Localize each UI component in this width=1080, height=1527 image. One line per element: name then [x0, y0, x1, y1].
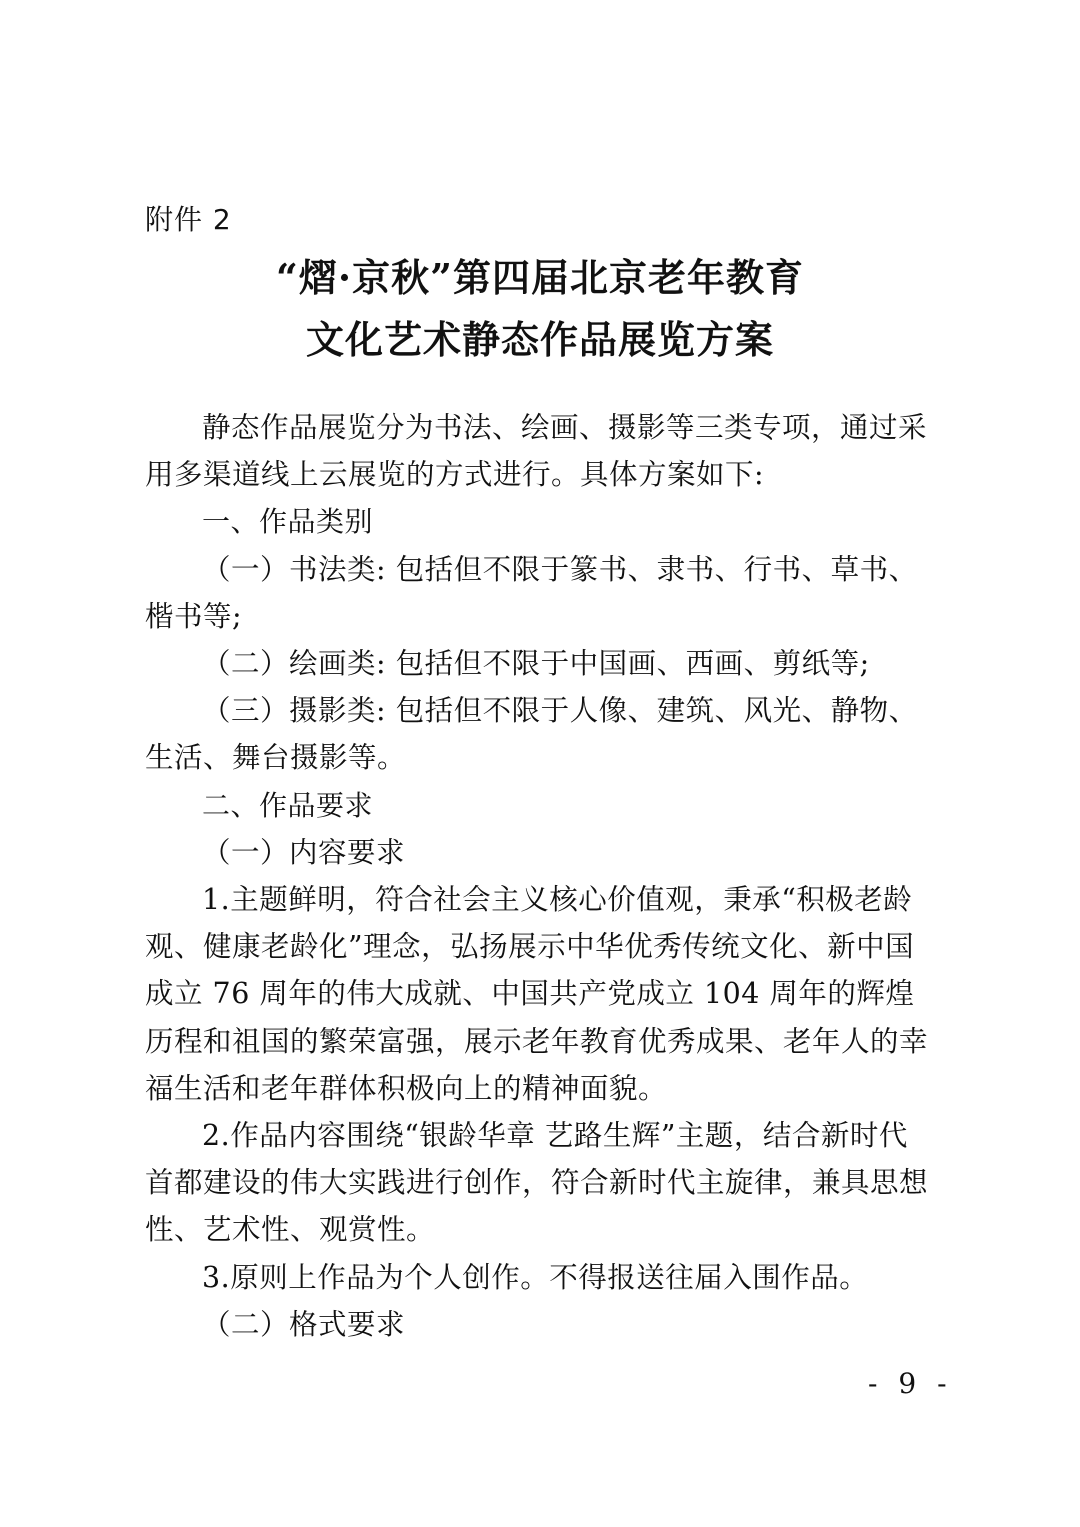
- attachment-label: 附件 2: [145, 203, 232, 236]
- document-title-line-2: 文化艺术静态作品展览方案: [305, 317, 774, 362]
- category-photography: （三）摄影类: 包括但不限于人像、建筑、风光、静物、生活、舞台摄影等。: [145, 694, 918, 775]
- subheading-content-requirements: （一）内容要求: [202, 835, 406, 869]
- page-number: - 9 -: [868, 1367, 953, 1400]
- category-painting: （二）绘画类: 包括但不限于中国画、西画、剪纸等;: [202, 647, 870, 681]
- requirement-2: 2.作品内容围绕“银龄华章 艺路生辉”主题，结合新时代首都建设的伟大实践进行创作，符合新时代主旋律，兼具思想性、艺术性、观赏性。: [145, 1119, 929, 1247]
- category-calligraphy: （一）书法类: 包括但不限于篆书、隶书、行书、草书、楷书等;: [145, 552, 918, 633]
- requirement-1: 1.主题鲜明，符合社会主义核心价值观，秉承“积极老龄观、健康老龄化”理念，弘扬展示中华优秀传统文化、新中国成立 76 周年的伟大成就、中国共产党成立 104 周年的辉煌历程和祖国的繁荣富强，展示老年教育优秀成果、老年人的幸福生活和老年群体积极向上的精神面貌。: [145, 883, 929, 1105]
- intro-paragraph: 静态作品展览分为书法、绘画、摄影等三类专项，通过采用多渠道线上云展览的方式进行。具体方案如下:: [145, 411, 928, 492]
- section-heading-requirements: 二、作品要求: [202, 788, 374, 822]
- section-heading-categories: 一、作品类别: [202, 505, 374, 539]
- requirement-3: 3.原则上作品为个人创作。不得报送往届入围作品。: [202, 1260, 869, 1294]
- document-body: [145, 404, 935, 1348]
- document-title-line-1: “熠·京秋”第四届北京老年教育: [276, 255, 804, 300]
- subheading-format-requirements: （二）格式要求: [202, 1307, 406, 1341]
